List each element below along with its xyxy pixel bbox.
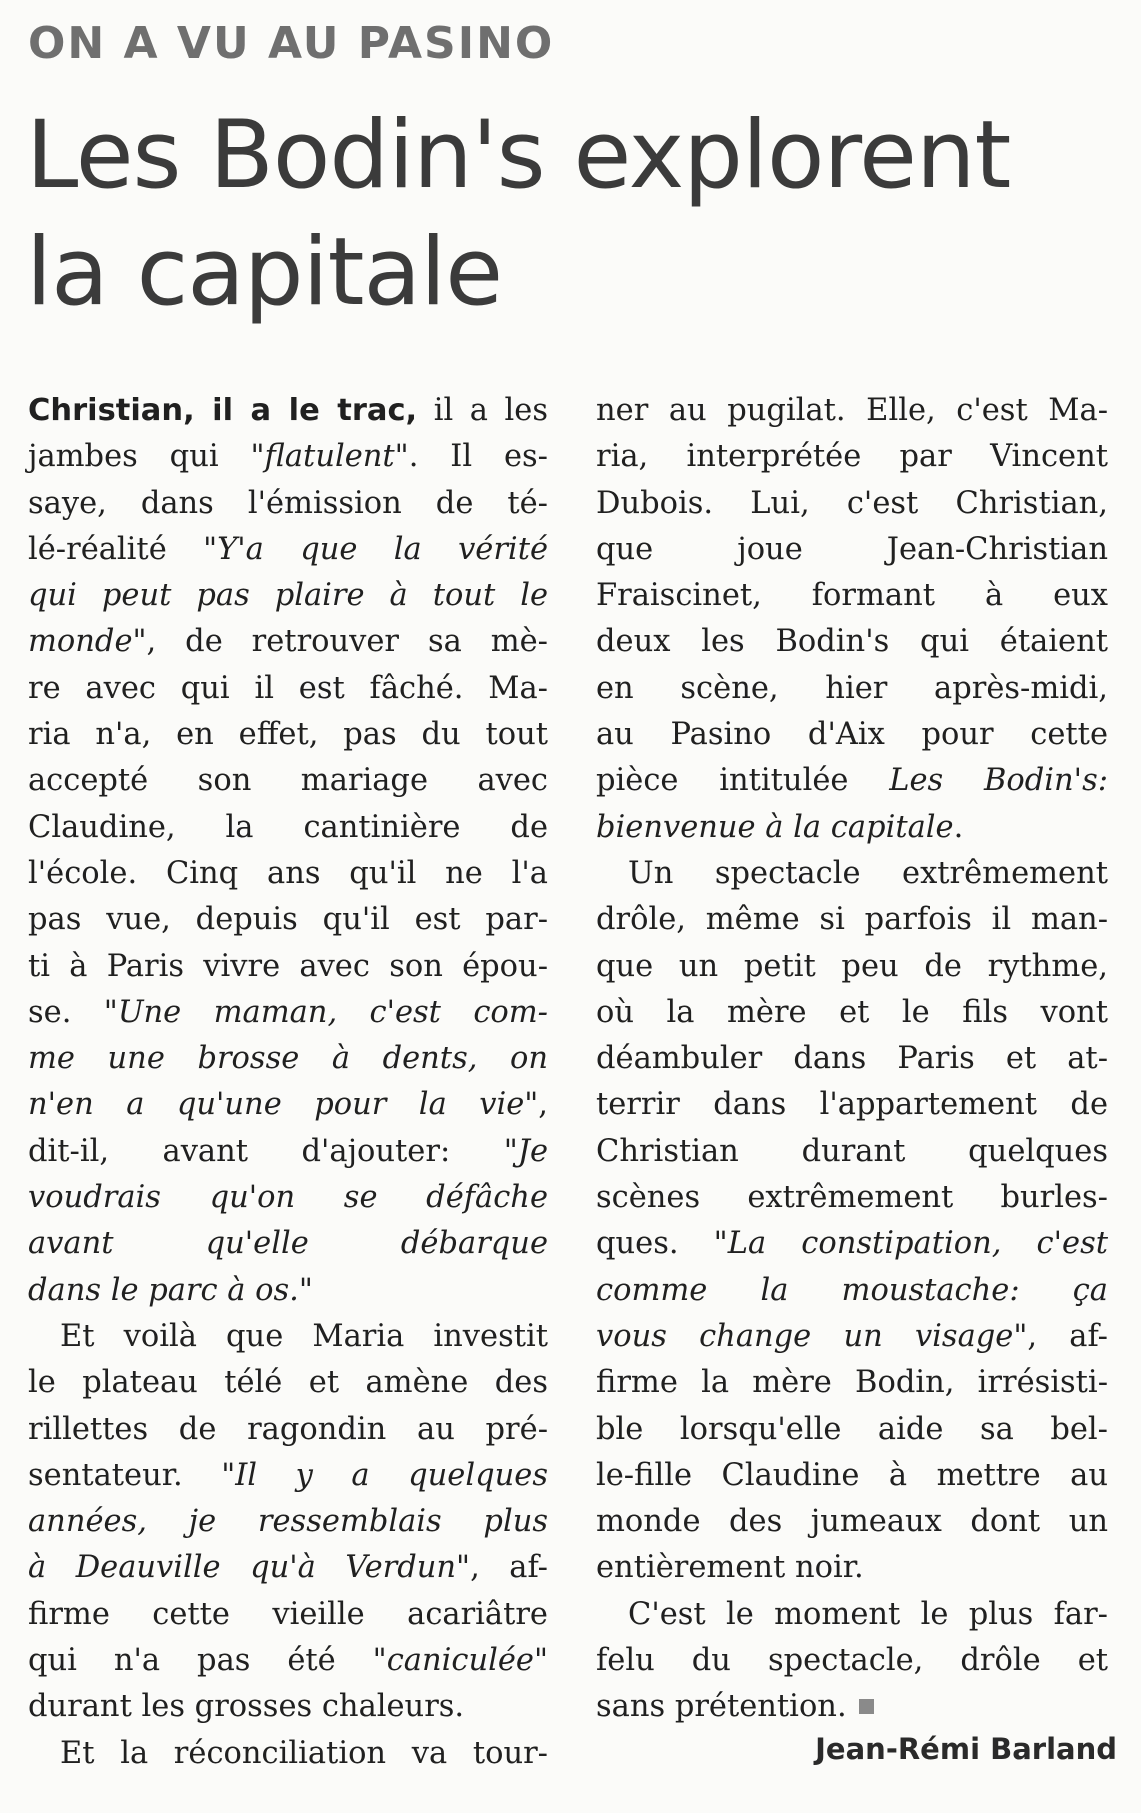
- text-line: le-fille Claudine à mettre au: [596, 1457, 1108, 1493]
- text-line: Et voilà que Maria investit: [60, 1318, 548, 1354]
- text-line: firme la mère Bodin, irrésisti-: [596, 1365, 1108, 1401]
- text-line: drôle, même si parfois il man-: [596, 902, 1108, 938]
- text-line: sans prétention.: [596, 1684, 1108, 1730]
- text-line: terrir dans l'appartement de: [596, 1087, 1108, 1123]
- text-line: lé-réalité "Y'a que la vérité: [28, 531, 548, 567]
- text-line: où la mère et le fils vont: [596, 994, 1108, 1030]
- byline: Jean-Rémi Barland: [815, 1732, 1117, 1766]
- section-kicker: ON A VU AU PASINO: [28, 18, 555, 69]
- text-line: scènes extrêmement burles-: [596, 1180, 1108, 1216]
- text-line: voudrais qu'on se défâche: [28, 1180, 548, 1216]
- headline-line-1: Les Bodin's explorent: [26, 101, 1011, 210]
- text-line: que un petit peu de rythme,: [596, 948, 1108, 984]
- text-line: se. "Une maman, c'est com-: [28, 994, 548, 1030]
- text-line: à Deauville qu'à Verdun", af-: [28, 1550, 548, 1586]
- text-line: Christian, il a le trac, il a les: [28, 393, 548, 428]
- text-line: l'école. Cinq ans qu'il ne l'a: [28, 855, 548, 891]
- text-line: qui peut pas plaire à tout le: [28, 578, 548, 614]
- text-line: firme cette vieille acariâtre: [28, 1596, 548, 1632]
- headline-line-2: la capitale: [26, 217, 503, 327]
- text-line: pièce intitulée Les Bodin's:: [596, 763, 1108, 799]
- text-line: me une brosse à dents, on: [28, 1041, 548, 1077]
- text-line: Christian durant quelques: [596, 1133, 1108, 1169]
- text-line: ria, interprétée par Vincent: [596, 439, 1108, 475]
- text-line: que joue Jean-Christian: [596, 531, 1108, 567]
- text-line: au Pasino d'Aix pour cette: [596, 717, 1108, 753]
- text-line: années, je ressemblais plus: [28, 1504, 548, 1540]
- text-line: bienvenue à la capitale.: [596, 809, 964, 845]
- column-right: [596, 388, 1108, 1731]
- text-line: avant qu'elle débarque: [28, 1226, 548, 1262]
- end-of-article-icon: [859, 1699, 874, 1714]
- text-line: deux les Bodin's qui étaient: [596, 624, 1108, 660]
- text-line: en scène, hier après-midi,: [596, 670, 1108, 706]
- text-line: sentateur. "Il y a quelques: [28, 1457, 548, 1493]
- text-line: pas vue, depuis qu'il est par-: [28, 902, 548, 938]
- text-line: accepté son mariage avec: [28, 763, 548, 799]
- text-line: le plateau télé et amène des: [28, 1365, 548, 1401]
- text-line: déambuler dans Paris et at-: [596, 1041, 1108, 1077]
- text-line: monde", de retrouver sa mè-: [28, 624, 548, 660]
- text-line: dans le parc à os.": [28, 1272, 313, 1308]
- text-line: ner au pugilat. Elle, c'est Ma-: [596, 393, 1108, 428]
- headline: [26, 98, 1126, 331]
- text-line: Claudine, la cantinière de: [28, 809, 548, 845]
- text-line: durant les grosses chaleurs.: [28, 1689, 465, 1725]
- column-left: [28, 388, 548, 1777]
- text-line: ria n'a, en effet, pas du tout: [28, 717, 548, 753]
- text-line: Un spectacle extrêmement: [628, 855, 1108, 891]
- text-line: n'en a qu'une pour la vie",: [28, 1087, 548, 1123]
- text-line: Fraiscinet, formant à eux: [596, 578, 1108, 614]
- text-line: Et la réconciliation va tour-: [60, 1735, 548, 1771]
- lead-in: Christian, il a le trac,: [28, 393, 418, 428]
- text-line: monde des jumeaux dont un: [596, 1504, 1108, 1540]
- text-line: dit-il, avant d'ajouter: "Je: [28, 1133, 548, 1169]
- text-line: saye, dans l'émission de té-: [28, 485, 548, 521]
- text-line: qui n'a pas été "caniculée": [28, 1643, 548, 1679]
- text-line: felu du spectacle, drôle et: [596, 1643, 1108, 1679]
- text-line: C'est le moment le plus far-: [628, 1596, 1108, 1632]
- text-line: entièrement noir.: [596, 1550, 864, 1586]
- text-line: ti à Paris vivre avec son épou-: [28, 948, 548, 984]
- text-line: ques. "La constipation, c'est: [596, 1226, 1108, 1262]
- text-line: Dubois. Lui, c'est Christian,: [596, 485, 1108, 521]
- text-line: vous change un visage", af-: [596, 1318, 1108, 1354]
- text-line: re avec qui il est fâché. Ma-: [28, 670, 548, 706]
- text-line: ble lorsqu'elle aide sa bel-: [596, 1411, 1108, 1447]
- text-line: jambes qui "flatulent". Il es-: [28, 439, 548, 475]
- text-line: rillettes de ragondin au pré-: [28, 1411, 548, 1447]
- text-line: comme la moustache: ça: [596, 1272, 1108, 1308]
